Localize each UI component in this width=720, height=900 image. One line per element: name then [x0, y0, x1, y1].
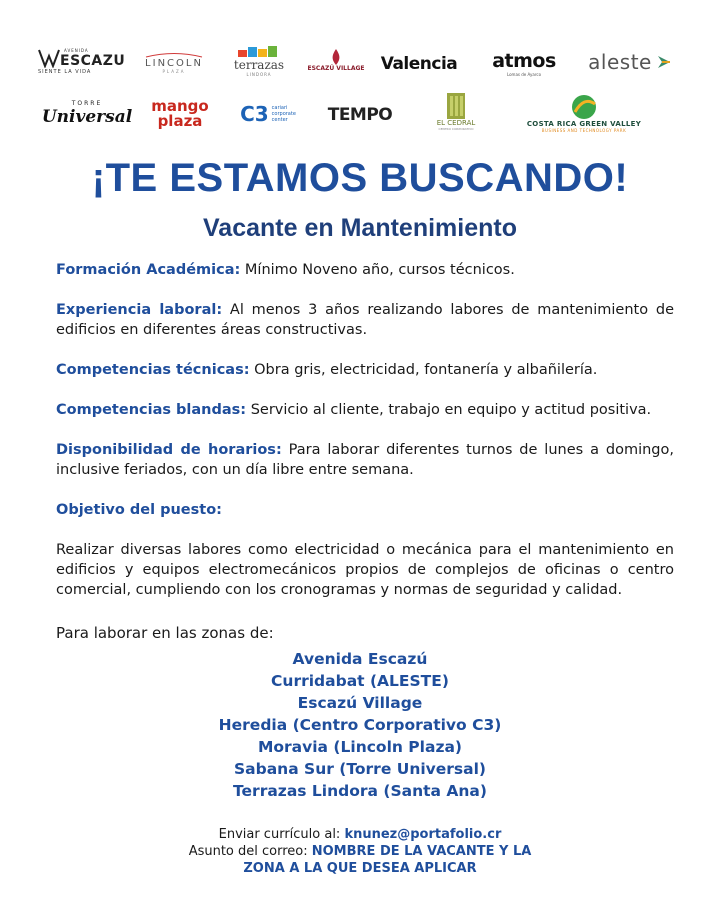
- email-subject-line: [0, 843, 720, 860]
- lincoln-plaza-logo: LINCOLN PLAZA: [140, 50, 208, 76]
- requirement-soft-skills: [56, 400, 674, 420]
- requirement-label: Formación Académica:: [56, 262, 241, 278]
- contact-email[interactable]: knunez@portafolio.cr: [344, 827, 502, 842]
- avenida-escazu-logo: AVENIDA ESCAZU SIENTE LA VIDA: [38, 47, 126, 75]
- zone-item: Escazú Village: [297, 694, 423, 712]
- zone-item: Terrazas Lindora (Santa Ana): [233, 782, 487, 800]
- requirement-label: Competencias blandas:: [56, 402, 247, 418]
- village-flame-icon: [329, 49, 343, 65]
- zone-item: Curridabat (ALESTE): [271, 672, 449, 690]
- terrazas-lindora-logo: terrazas LINDORA: [228, 44, 290, 78]
- zone-item: Heredia (Centro Corporativo C3): [218, 716, 502, 734]
- objective-description: Realizar diversas labores como electricidad o mecánica para el mantenimiento en edificios y equipos electromecánicos propios de complejos de oficinas o centro comercial, cumpliendo con los cronogramas y normas de seguridad y calidad.: [56, 542, 674, 598]
- requirement-text: Servicio al cliente, trabajo en equipo y actitud positiva.: [246, 402, 652, 418]
- requirement-label: Experiencia laboral:: [56, 302, 223, 318]
- zone-item: Moravia (Lincoln Plaza): [257, 738, 463, 756]
- requirement-label: Competencias técnicas:: [56, 362, 250, 378]
- requirement-text: Al menos 3 años realizando labores de mantenimiento de edificios en diferentes áreas constructivas.: [56, 302, 674, 338]
- contact-info: [0, 826, 720, 877]
- subject-value: NOMBRE DE LA VACANTE Y LA: [311, 844, 532, 859]
- requirement-label: Objetivo del puesto:: [56, 502, 222, 518]
- page-headline: ¡TE ESTAMOS BUSCANDO!: [91, 156, 629, 200]
- terrazas-blocks-icon: [234, 46, 284, 58]
- atmos-logo: atmos Lomas de Ayarco: [492, 49, 556, 77]
- requirement-technical-skills: [56, 360, 674, 380]
- aleste-logo: aleste: [580, 48, 680, 76]
- subject-value-continued: ZONA A LA QUE DESEA APLICAR: [243, 861, 477, 876]
- requirement-objective: [56, 500, 674, 520]
- costa-rica-green-valley-logo: COSTA RICA GREEN VALLEY BUSINESS AND TECHNOLOGY PARK: [510, 90, 658, 136]
- cariari-corporate-center-logo: C3 cariari corporate center: [240, 102, 296, 126]
- escazu-mark-icon: [38, 48, 60, 68]
- requirement-text: Para laborar diferentes turnos de lunes a domingo, inclusive feriados, con un día libre entre semana.: [56, 442, 674, 478]
- partner-logos: [0, 0, 720, 145]
- requirement-availability: [56, 440, 674, 480]
- escazu-village-logo: ESCAZÚ VILLAGE: [316, 40, 356, 80]
- mango-plaza-logo: mango plaza: [151, 97, 209, 130]
- send-cv-label: Enviar currículo al:: [218, 827, 345, 842]
- valencia-logo: Valencia: [380, 54, 458, 74]
- send-cv-line: [0, 826, 720, 843]
- requirement-experience: [56, 300, 674, 340]
- tempo-logo: TEMPO: [327, 105, 393, 125]
- cedral-building-icon: [445, 93, 467, 119]
- requirement-text: Mínimo Noveno año, cursos técnicos.: [240, 262, 515, 278]
- requirement-label: Disponibilidad de horarios:: [56, 442, 282, 458]
- requirement-text: Obra gris, electricidad, fontanería y albañilería.: [249, 362, 598, 378]
- vacancy-title: Vacante en Mantenimiento: [203, 214, 517, 242]
- aleste-arrow-icon: [656, 54, 672, 70]
- el-cedral-logo: EL CEDRAL CENTRO CORPORATIVO: [428, 90, 484, 134]
- subject-label: Asunto del correo:: [188, 844, 312, 859]
- zone-item: Avenida Escazú: [292, 650, 428, 668]
- zones-intro: Para laborar en las zonas de:: [56, 624, 274, 642]
- requirement-education: [56, 260, 674, 280]
- torre-universal-logo: TORRE Universal: [41, 99, 133, 127]
- zone-item: Sabana Sur (Torre Universal): [233, 760, 487, 778]
- email-subject-line-2: [0, 860, 720, 877]
- zones-list: [0, 648, 720, 802]
- green-valley-leaf-icon: [569, 94, 599, 120]
